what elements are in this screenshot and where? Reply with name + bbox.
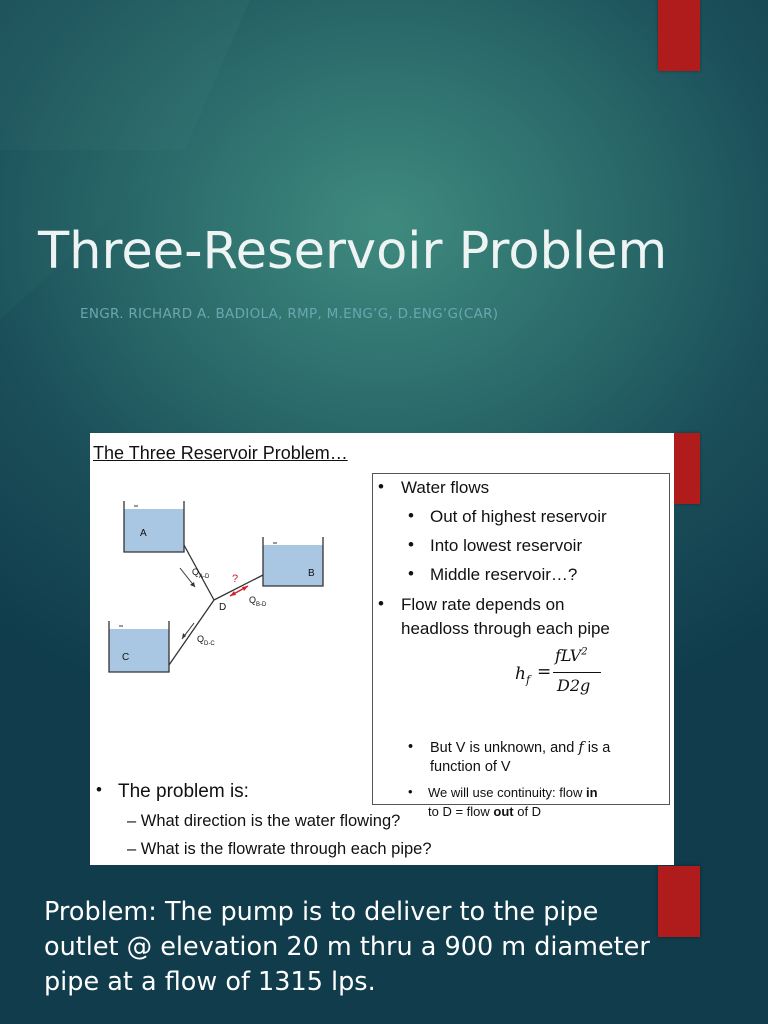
note-v-unknown: But V is unknown, and f is a <box>430 740 611 756</box>
image-heading: The Three Reservoir Problem… <box>93 443 348 463</box>
bullet-dot: • <box>408 739 414 755</box>
embedded-slide-image <box>90 433 674 865</box>
pipe-d-c <box>169 600 214 665</box>
reservoir-b-label: B <box>308 568 315 579</box>
bullet-dot: • <box>378 477 384 496</box>
note-function-of-v: function of V <box>430 759 511 775</box>
problem-line-2: outlet @ elevation 20 m thru a 900 m diameter <box>44 932 650 962</box>
note-continuity-line2: to D = flow out of D <box>428 804 542 819</box>
reservoir-b-water <box>263 545 323 586</box>
reservoir-a-water <box>124 509 184 552</box>
red-accent-bar-top <box>658 0 700 71</box>
bullet-box <box>372 473 670 819</box>
reservoir-c-water <box>109 629 169 672</box>
bullet-middle-reservoir: Middle reservoir…? <box>430 565 578 584</box>
problem-statement <box>44 895 734 1000</box>
bullet-dot: • <box>408 564 414 583</box>
flow-label-d-c: $Q_{D-C}$ <box>197 634 215 647</box>
slide-title: Three-Reservoir Problem <box>38 222 668 281</box>
flow-label-b-d: $Q_{B-D}$ <box>249 595 267 608</box>
bullet-dot: • <box>408 506 414 525</box>
question-direction: – What direction is the water flowing? <box>127 812 401 830</box>
problem-is-heading: The problem is: <box>118 781 249 802</box>
bullet-flow-rate: Flow rate depends on <box>401 595 565 614</box>
bullet-highest-reservoir: Out of highest reservoir <box>430 507 607 526</box>
bullet-dot: • <box>408 784 413 799</box>
reservoir-a-label: A <box>140 528 147 539</box>
bullet-lowest-reservoir: Into lowest reservoir <box>430 536 583 555</box>
bullet-dot: • <box>378 594 384 613</box>
junction-d-label: D <box>219 602 227 613</box>
question-flowrate: – What is the flowrate through each pipe? <box>127 840 432 858</box>
reservoir-c-label: C <box>122 652 130 663</box>
note-continuity: We will use continuity: flow in <box>428 785 598 800</box>
slide-subtitle: ENGR. RICHARD A. BADIOLA, RMP, M.ENG’G, D.ENG’G(CAR) <box>80 306 499 322</box>
bullet-dot: • <box>408 535 414 554</box>
flow-label-a-d: $Q_{A-D}$ <box>192 567 210 580</box>
red-accent-bar-middle <box>674 433 700 504</box>
bullet-dot: • <box>96 780 102 799</box>
headloss-formula: $h_f$ = fLV$^2$ D2g <box>515 646 674 712</box>
bullet-headloss: headloss through each pipe <box>401 619 610 638</box>
three-reservoir-diagram <box>90 433 380 693</box>
problem-line-3: pipe at a flow of 1315 lps. <box>44 967 376 997</box>
problem-line-1: Problem: The pump is to deliver to the pipe <box>44 897 599 927</box>
bullet-water-flows: Water flows <box>401 478 490 497</box>
question-mark-label: ? <box>232 573 239 585</box>
